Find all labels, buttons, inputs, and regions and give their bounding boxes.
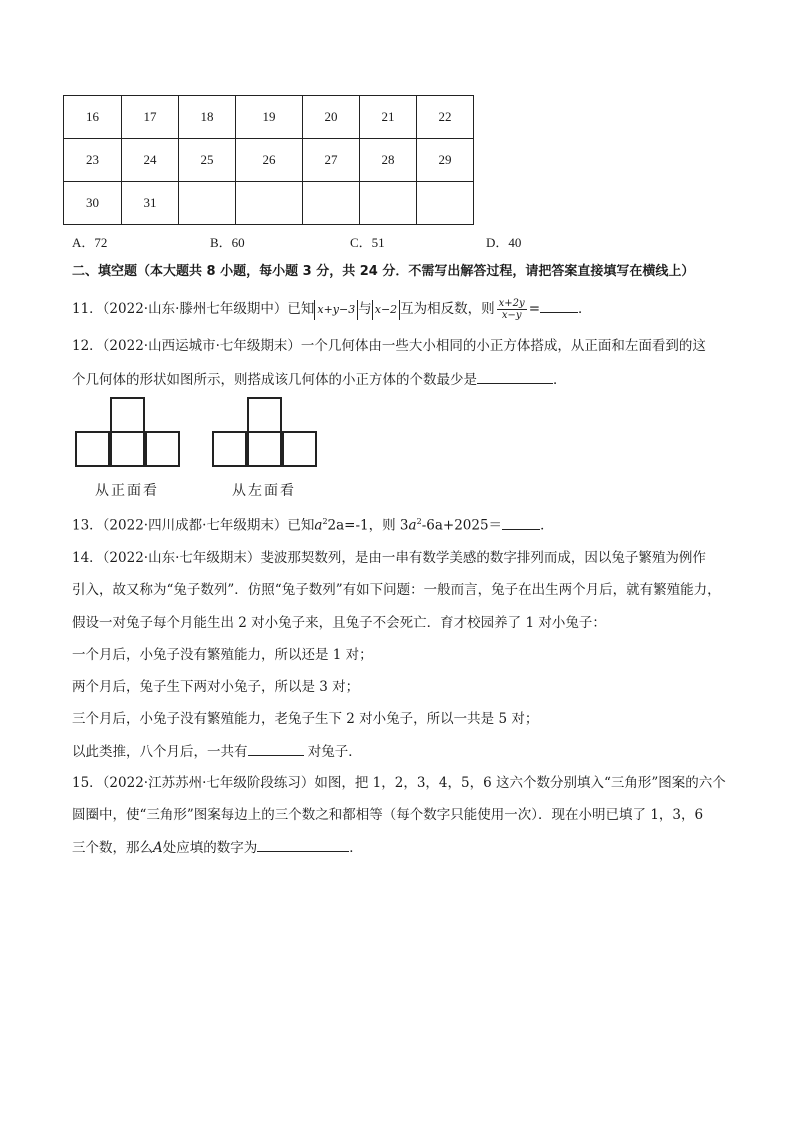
- answer-blank[interactable]: [257, 837, 349, 852]
- question-14-line-7: [72, 741, 362, 762]
- fraction-numerator: x+2y: [498, 298, 525, 309]
- question-text: 11．（2022·山东·滕州七年级期中）已知: [72, 301, 315, 317]
- option-value: 60: [231, 235, 245, 250]
- option-a: [72, 232, 107, 251]
- question-text: 2a=-1: [327, 517, 369, 534]
- question-text: ．: [578, 301, 592, 317]
- question-15-line-1: 15．（2022·江苏苏州·七年级阶段练习）如图，把 1，2，3，4，5，6 这六个数分别填入“三角形”图案的六个: [72, 775, 726, 791]
- answer-blank[interactable]: [502, 515, 540, 530]
- fraction-denominator: x−y: [501, 310, 522, 321]
- cube-square: [212, 431, 247, 467]
- absolute-value-expr: x−2: [372, 300, 400, 320]
- question-text: 13．（2022·四川成都·七年级期末）已知: [72, 517, 315, 534]
- option-value: 72: [94, 235, 108, 250]
- cube-square: [110, 397, 145, 433]
- exponent: 2: [416, 517, 422, 526]
- table-row: [64, 96, 474, 139]
- table-cell: [417, 182, 474, 225]
- table-cell: 21: [360, 96, 417, 139]
- left-view-figure: [212, 397, 322, 469]
- question-14-line-5: 两个月后，兔子生下两对小兔子，所以是 3 对；: [72, 679, 360, 695]
- answer-blank[interactable]: [248, 741, 304, 756]
- answer-blank[interactable]: [540, 298, 578, 313]
- table-cell: 28: [360, 139, 417, 182]
- table-cell: 25: [179, 139, 236, 182]
- question-text: -6a+2025＝: [421, 517, 503, 534]
- table-cell: 16: [64, 96, 122, 139]
- option-b: [210, 232, 245, 251]
- question-text: 互为相反数，则: [400, 301, 495, 317]
- table-cell: 18: [179, 96, 236, 139]
- question-13: [72, 512, 554, 536]
- question-15-line-3: [72, 837, 363, 858]
- question-12-line-2: [72, 369, 567, 390]
- table-cell: 23: [64, 139, 122, 182]
- cube-square: [110, 431, 145, 467]
- cube-square: [247, 397, 282, 433]
- table-cell: 24: [122, 139, 179, 182]
- question-text: =: [528, 301, 540, 317]
- option-letter: D．: [486, 235, 509, 250]
- table-cell: 29: [417, 139, 474, 182]
- question-14-line-1: 14．（2022·山东·七年级期末）斐波那契数列，是由一串有数学美感的数字排列而成，因以兔子繁殖为例作: [72, 550, 706, 566]
- table-cell: [179, 182, 236, 225]
- answer-blank[interactable]: [477, 369, 553, 384]
- table-cell: [236, 182, 303, 225]
- question-11: [72, 298, 592, 321]
- cube-square: [75, 431, 110, 467]
- table-cell: 17: [122, 96, 179, 139]
- table-row: [64, 182, 474, 225]
- question-14-line-3: 假设一对兔子每个月能生出 2 对小兔子来，且兔子不会死亡．育才校园养了 1 对小兔子：: [72, 615, 606, 631]
- option-letter: A．: [72, 235, 95, 250]
- question-12-line-1: 12．（2022·山西运城市·七年级期末）一个几何体由一些大小相同的小正方体搭成，从正面和左面看到的这: [72, 338, 706, 354]
- question-14-line-6: 三个月后，小兔子没有繁殖能力，老兔子生下 2 对小兔子，所以一共是 5 对；: [72, 711, 539, 727]
- question-text: 以此类推，八个月后，一共有: [72, 744, 248, 760]
- variable: A: [153, 840, 163, 856]
- table-cell: 19: [236, 96, 303, 139]
- calendar-table: [63, 95, 474, 225]
- front-view-figure: [75, 397, 185, 469]
- question-text: 处应填的数字为: [162, 840, 258, 856]
- option-d: [486, 232, 521, 251]
- question-text: ．: [553, 372, 567, 388]
- table-cell: 20: [303, 96, 360, 139]
- question-text: ，则 3: [368, 517, 409, 534]
- absolute-value-expr: x+y−3: [314, 300, 358, 320]
- option-letter: B．: [210, 235, 232, 250]
- option-value: 40: [508, 235, 522, 250]
- cube-square: [282, 431, 317, 467]
- section-header: 二、填空题（本大题共 8 小题，每小题 3 分，共 24 分．不需写出解答过程，请把答案直接填写在横线上）: [72, 264, 695, 279]
- table-cell: 31: [122, 182, 179, 225]
- question-text: 个几何体的形状如图所示，则搭成该几何体的小正方体的个数最少是: [72, 372, 477, 388]
- table-cell: 30: [64, 182, 122, 225]
- table-cell: [303, 182, 360, 225]
- question-14-line-4: 一个月后，小兔子没有繁殖能力，所以还是 1 对；: [72, 647, 373, 663]
- question-text: ．: [349, 840, 363, 856]
- question-text: ．: [540, 517, 554, 534]
- cube-square: [247, 431, 282, 467]
- question-text: 对兔子．: [303, 744, 362, 760]
- option-letter: C．: [350, 235, 372, 250]
- question-text: 三个数，那么: [72, 840, 153, 856]
- question-15-line-2: 圆圈中，使“三角形”图案每边上的三个数之和都相等（每个数字只能使用一次）．现在小明已填了 1，3，6: [72, 807, 704, 823]
- front-view-caption: 从正面看: [95, 483, 159, 499]
- fraction: [497, 298, 527, 321]
- variable: a: [408, 517, 417, 534]
- table-cell: [360, 182, 417, 225]
- cube-square: [145, 431, 180, 467]
- question-14-line-2: 引入，故又称为“兔子数列”．仿照“兔子数列”有如下问题：一般而言，兔子在出生两个月后，就有繁殖能力，: [72, 582, 721, 598]
- table-cell: 22: [417, 96, 474, 139]
- option-c: [350, 232, 385, 251]
- variable: a: [314, 517, 323, 534]
- table-row: [64, 139, 474, 182]
- table-cell: 26: [236, 139, 303, 182]
- option-value: 51: [371, 235, 385, 250]
- question-text: 与: [358, 301, 372, 317]
- left-view-caption: 从左面看: [232, 483, 296, 499]
- table-cell: 27: [303, 139, 360, 182]
- exponent: 2: [322, 517, 328, 526]
